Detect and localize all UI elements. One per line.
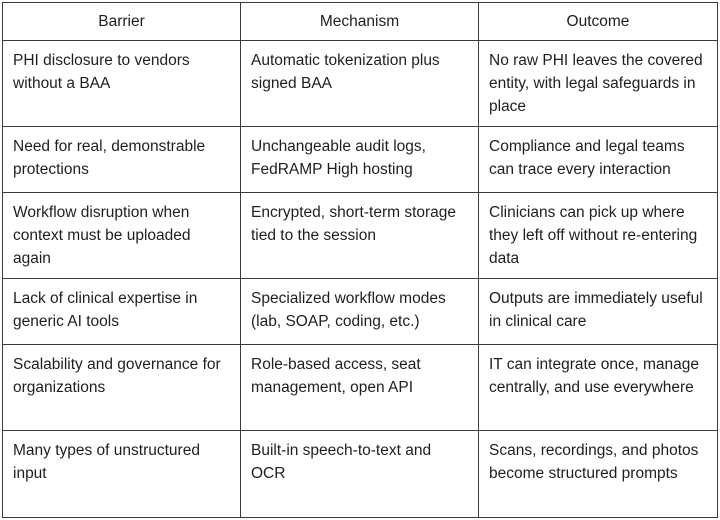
table-row: [3, 127, 718, 193]
cell-barrier: Scalability and governance for organizations: [3, 345, 241, 431]
table-row: [3, 279, 718, 345]
cell-mechanism: Built-in speech-to-text and OCR: [241, 431, 479, 518]
cell-outcome: Scans, recordings, and photos become structured prompts: [479, 431, 718, 518]
header-barrier: Barrier: [3, 3, 241, 41]
table-row: [3, 193, 718, 279]
cell-barrier: Many types of unstructured input: [3, 431, 241, 518]
header-outcome: Outcome: [479, 3, 718, 41]
cell-mechanism: Role-based access, seat management, open API: [241, 345, 479, 431]
cell-outcome: IT can integrate once, manage centrally, and use everywhere: [479, 345, 718, 431]
table-header-row: [3, 3, 718, 41]
cell-outcome: No raw PHI leaves the covered entity, with legal safeguards in place: [479, 41, 718, 127]
header-mechanism: Mechanism: [241, 3, 479, 41]
cell-barrier: Need for real, demonstrable protections: [3, 127, 241, 193]
cell-barrier: Workflow disruption when context must be uploaded again: [3, 193, 241, 279]
cell-mechanism: Encrypted, short-term storage tied to the session: [241, 193, 479, 279]
comparison-table-container: [2, 2, 717, 517]
barrier-mechanism-outcome-table: [2, 2, 718, 518]
cell-outcome: Compliance and legal teams can trace every interaction: [479, 127, 718, 193]
table-row: [3, 431, 718, 518]
cell-mechanism: Automatic tokenization plus signed BAA: [241, 41, 479, 127]
cell-barrier: PHI disclosure to vendors without a BAA: [3, 41, 241, 127]
table-row: [3, 41, 718, 127]
cell-mechanism: Specialized workflow modes (lab, SOAP, coding, etc.): [241, 279, 479, 345]
cell-barrier: Lack of clinical expertise in generic AI tools: [3, 279, 241, 345]
cell-mechanism: Unchangeable audit logs, FedRAMP High hosting: [241, 127, 479, 193]
table-row: [3, 345, 718, 431]
cell-outcome: Clinicians can pick up where they left off without re-entering data: [479, 193, 718, 279]
cell-outcome: Outputs are immediately useful in clinical care: [479, 279, 718, 345]
